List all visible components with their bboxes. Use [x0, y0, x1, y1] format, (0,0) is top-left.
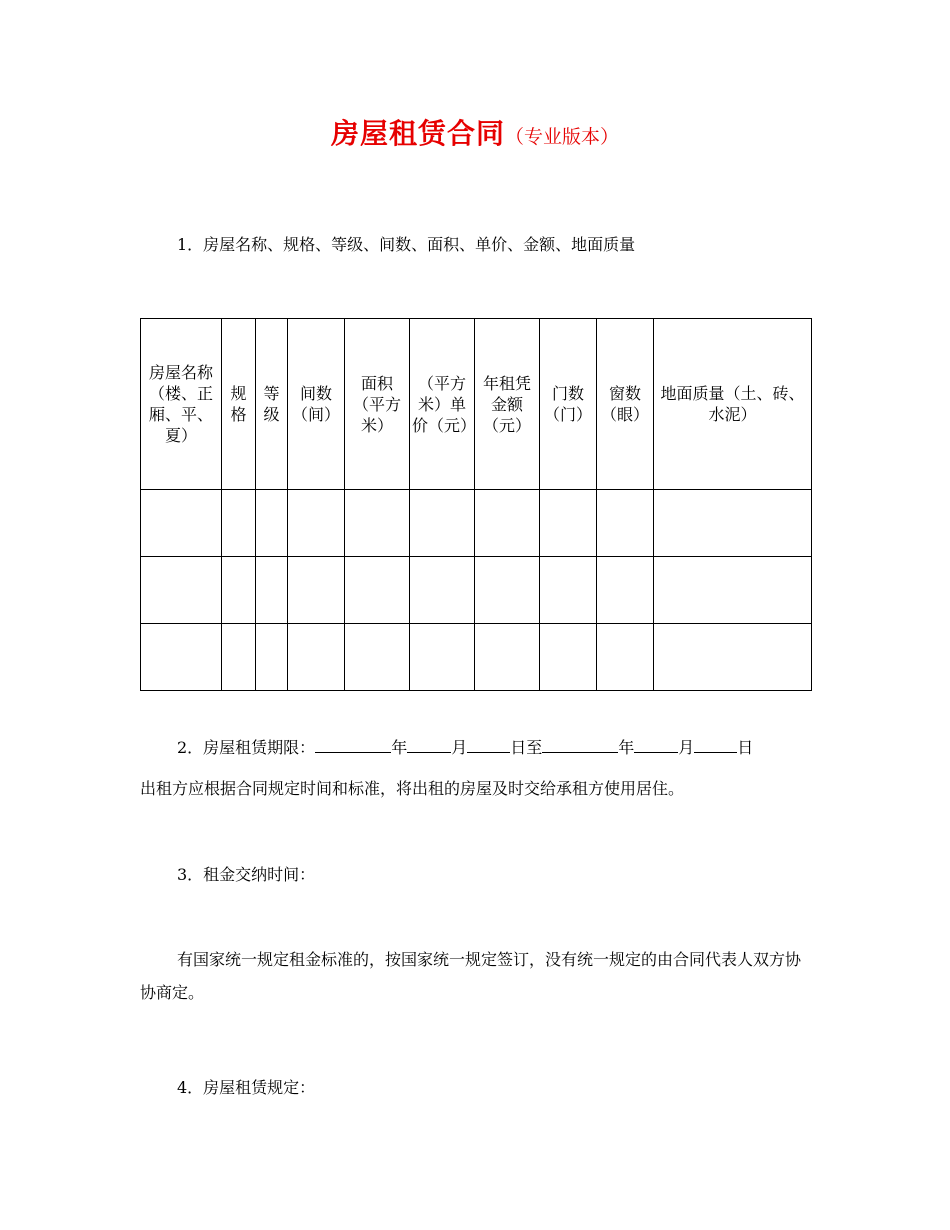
table-cell[interactable]: [256, 624, 288, 691]
table-cell[interactable]: [222, 490, 256, 557]
month-unit: 月: [451, 738, 468, 757]
section2-continuation: 出租方应根据合同规定时间和标准，将出租的房屋及时交给承租方使用居住。: [140, 779, 685, 798]
start-day-blank[interactable]: [467, 734, 510, 753]
header-cell: 窗数（眼）: [597, 319, 654, 490]
header-cell: 门数（门）: [540, 319, 597, 490]
end-month-blank[interactable]: [634, 734, 678, 753]
header-cell: 间数（间）: [288, 319, 345, 490]
start-month-blank[interactable]: [407, 734, 451, 753]
table-cell[interactable]: [288, 624, 345, 691]
table-cell[interactable]: [256, 490, 288, 557]
table-cell[interactable]: [475, 490, 540, 557]
table-cell[interactable]: [475, 557, 540, 624]
table-cell[interactable]: [475, 624, 540, 691]
table-row: [141, 490, 812, 557]
table-cell[interactable]: [345, 557, 410, 624]
rental-details-table: [140, 318, 812, 691]
table-cell[interactable]: [410, 490, 475, 557]
table-cell[interactable]: [141, 490, 222, 557]
table-cell[interactable]: [345, 624, 410, 691]
table-cell[interactable]: [288, 490, 345, 557]
table-cell[interactable]: [410, 557, 475, 624]
year-unit: 年: [391, 738, 408, 757]
table-cell[interactable]: [654, 490, 812, 557]
table-cell[interactable]: [597, 490, 654, 557]
table-cell[interactable]: [540, 490, 597, 557]
table-cell[interactable]: [597, 624, 654, 691]
table-cell[interactable]: [222, 624, 256, 691]
header-cell: 年租凭金额（元）: [475, 319, 540, 490]
section4-heading: 4．房屋租赁规定：: [177, 1078, 316, 1097]
title-main: 房屋租赁合同: [330, 117, 505, 150]
table-cell[interactable]: [222, 557, 256, 624]
table-cell[interactable]: [345, 490, 410, 557]
month-unit: 月: [678, 738, 695, 757]
table-cell[interactable]: [141, 557, 222, 624]
header-cell: 规格: [222, 319, 256, 490]
year-unit: 年: [618, 738, 635, 757]
document-title: [0, 112, 950, 152]
header-cell: 房屋名称（楼、正厢、平、夏）: [141, 319, 222, 490]
header-cell: 等级: [256, 319, 288, 490]
table-cell[interactable]: [540, 624, 597, 691]
table-cell[interactable]: [654, 624, 812, 691]
header-cell: 面积（平方米）: [345, 319, 410, 490]
day-to-unit: 日至: [510, 738, 543, 757]
section3-heading: 3．租金交纳时间：: [177, 865, 316, 884]
table-cell[interactable]: [256, 557, 288, 624]
table-row: [141, 557, 812, 624]
table-row: [141, 624, 812, 691]
header-cell: （平方米）单价（元）: [410, 319, 475, 490]
end-year-blank[interactable]: [542, 734, 618, 753]
table-cell[interactable]: [654, 557, 812, 624]
header-cell: 地面质量（土、砖、水泥）: [654, 319, 812, 490]
title-subtitle: （专业版本）: [505, 126, 620, 148]
lease-term-label: 2．房屋租赁期限：: [177, 738, 316, 757]
section2-paragraph: [140, 731, 812, 764]
end-day-blank[interactable]: [694, 734, 737, 753]
table-cell[interactable]: [597, 557, 654, 624]
start-year-blank[interactable]: [315, 734, 391, 753]
table-cell[interactable]: [141, 624, 222, 691]
table-header-row: [141, 319, 812, 490]
day-unit: 日: [737, 738, 754, 757]
section3-body: 有国家统一规定租金标准的，按国家统一规定签订，没有统一规定的由合同代表人双方协协商定。: [140, 950, 802, 1002]
table-cell[interactable]: [540, 557, 597, 624]
table-cell[interactable]: [288, 557, 345, 624]
table-cell[interactable]: [410, 624, 475, 691]
section1-heading: 1．房屋名称、规格、等级、间数、面积、单价、金额、地面质量: [177, 235, 636, 254]
